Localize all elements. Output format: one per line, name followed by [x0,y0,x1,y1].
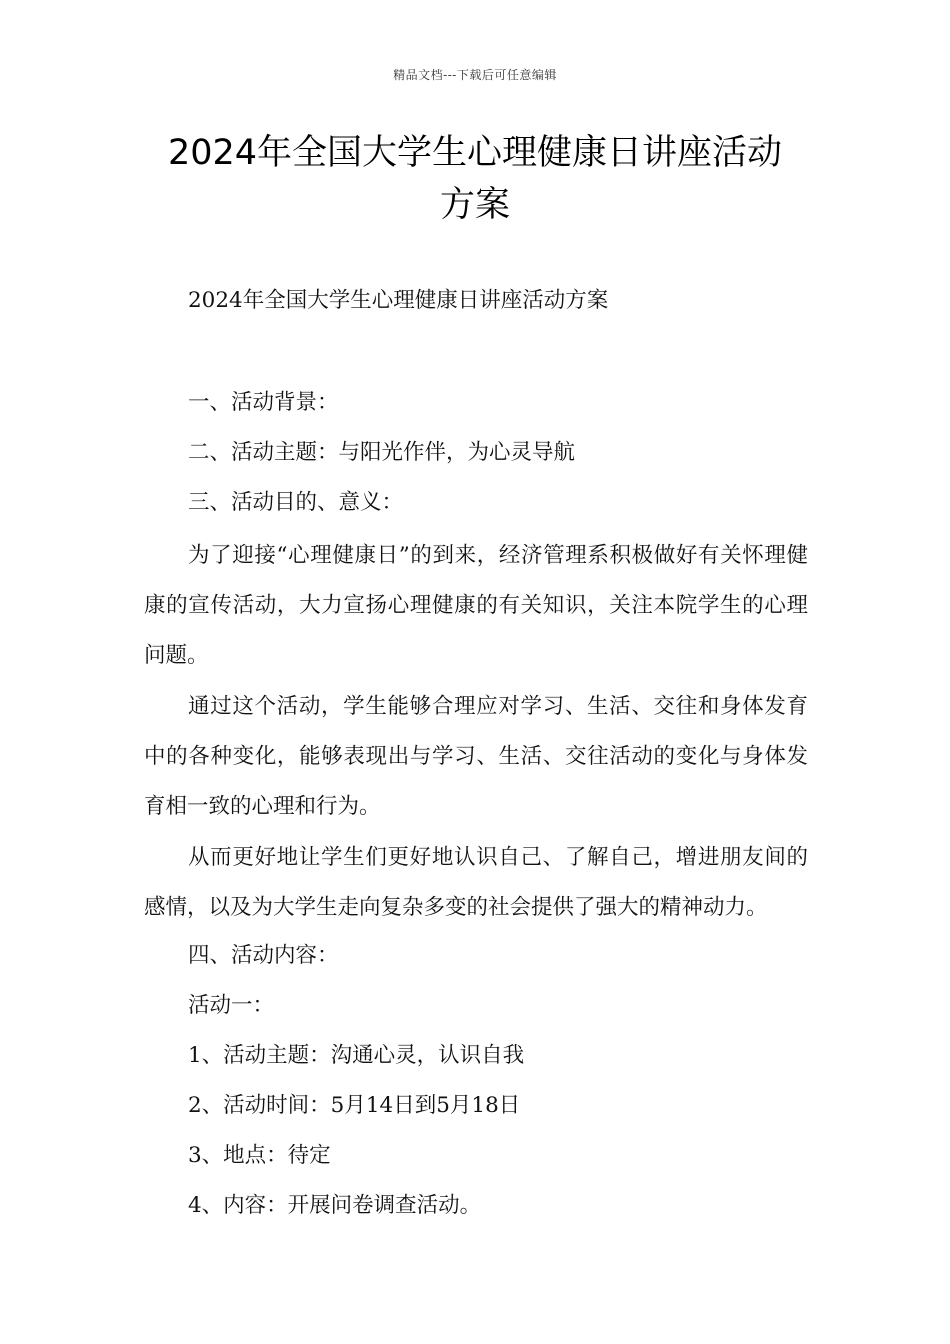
title-line-2: 方案 [439,185,510,225]
section-heading-theme: 二、活动主题：与阳光作伴，为心灵导航 [188,440,576,465]
activity-one-heading: 活动一： [188,993,275,1018]
section-heading-content: 四、活动内容： [188,943,339,968]
activity-item-theme: 1、活动主题：沟通心灵，认识自我 [188,1043,525,1068]
activity-item-location: 3、地点：待定 [188,1143,331,1168]
document-header-note: 精品文档---下载后可任意编辑 [393,68,557,82]
section-heading-background: 一、活动背景： [188,390,339,415]
paragraph-purpose-2: 通过这个活动，学生能够合理应对学习、生活、交往和身体发育中的各种变化，能够表现出与学习、生活、交往活动的变化与身体发育相一致的心理和行为。 [144,694,808,819]
section-heading-purpose: 三、活动目的、意义： [188,490,404,515]
spacer [144,329,808,381]
paragraph-purpose-1: 为了迎接“心理健康日”的到来，经济管理系积极做好有关怀理健康的宣传活动，大力宣扬心理健康的有关知识，关注本院学生的心理问题。 [144,543,808,668]
paragraph-purpose-3: 从而更好地让学生们更好地认识自己、了解自己，增进朋友间的感情，以及为大学生走向复杂多变的社会提供了强大的精神动力。 [144,845,808,920]
document-subtitle: 2024年全国大学生心理健康日讲座活动方案 [188,288,609,313]
activity-item-time: 2、活动时间：5月14日到5月18日 [188,1093,521,1118]
document-body [144,279,808,1234]
document-title [120,127,830,231]
title-line-1: 2024年全国大学生心理健康日讲座活动 [167,133,783,173]
activity-item-content: 4、内容：开展问卷调查活动。 [188,1193,482,1218]
